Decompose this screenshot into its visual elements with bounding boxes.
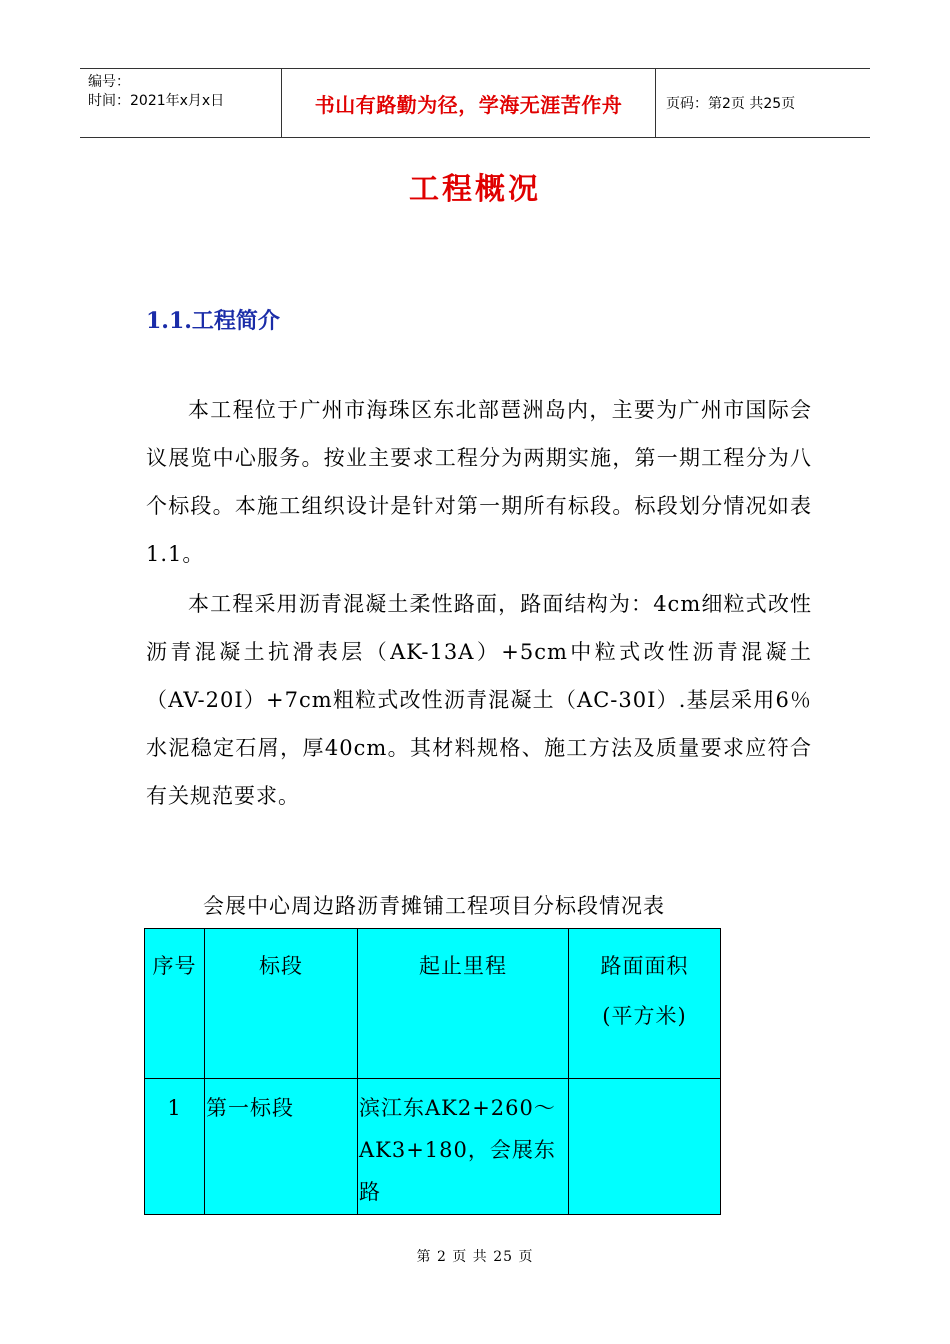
paragraph-text: 本工程位于广州市海珠区东北部琶洲岛内，主要为广州市国际会议展览中心服务。按业主要求工程分为两期实施，第一期工程分为八个标段。本施工组织设计是针对第一期所有标段。标段划分情况如表1.1。 bbox=[146, 398, 812, 566]
header-motto: 书山有路勤为径，学海无涯苦作舟 bbox=[282, 69, 656, 137]
table-row bbox=[145, 1079, 721, 1215]
header-area bbox=[569, 929, 721, 1079]
header-no: 序号 bbox=[145, 929, 205, 1079]
cell-segment: 第一标段 bbox=[205, 1079, 358, 1215]
cell-no: 1 bbox=[145, 1079, 205, 1215]
header-area-line2: (平方米) bbox=[602, 1004, 687, 1028]
doc-time-label: 时间：2021年x月x日 bbox=[88, 93, 225, 109]
page-footer: 第 2 页 共 25 页 bbox=[416, 1249, 534, 1265]
section-heading: 1.1.工程简介 bbox=[146, 308, 280, 334]
table-header-row bbox=[145, 929, 721, 1079]
paragraph-2 bbox=[146, 580, 812, 820]
header-area-line1: 路面面积 bbox=[600, 954, 689, 978]
cell-area bbox=[569, 1079, 721, 1215]
header-range: 起止里程 bbox=[358, 929, 569, 1079]
document-title: 工程概况 bbox=[409, 172, 541, 207]
segment-table bbox=[144, 928, 721, 1215]
paragraph-text: 本工程采用沥青混凝土柔性路面，路面结构为：4cm细粒式改性沥青混凝土抗滑表层（AK-13A）+5cm中粒式改性沥青混凝土（AV-20I）+7cm粗粒式改性沥青混凝土（AC-30I）.基层采用6％水泥稳定石屑，厚40cm。其材料规格、施工方法及质量要求应符合有关规范要求。 bbox=[146, 592, 812, 808]
page-header bbox=[80, 68, 870, 138]
table-caption: 会展中心周边路沥青摊铺工程项目分标段情况表 bbox=[203, 894, 665, 918]
header-page-info: 页码：第2页 共25页 bbox=[666, 96, 796, 112]
cell-range: 滨江东AK2+260～AK3+180，会展东路 bbox=[358, 1079, 569, 1215]
header-meta bbox=[80, 69, 282, 137]
doc-number-label: 编号： bbox=[88, 74, 130, 90]
paragraph-1 bbox=[146, 386, 812, 578]
header-segment: 标段 bbox=[205, 929, 358, 1079]
